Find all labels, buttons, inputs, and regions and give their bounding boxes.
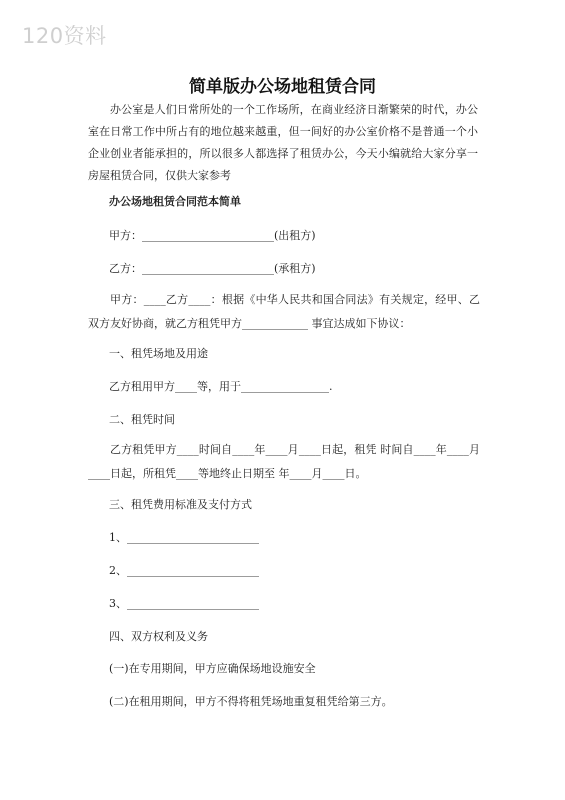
section-2-text: 乙方租凭甲方____时间自____年____月____日起，租凭 时间自____年____月____日起，所租凭____等地终止日期至 年____月____日。 [88, 443, 480, 480]
watermark-logo: 120资料 [22, 24, 107, 48]
section-4-heading: 四、双方权利及义务 [109, 630, 208, 643]
section-3-heading: 三、租凭费用标准及支付方式 [109, 498, 252, 511]
intro-paragraph: 办公室是人们日常所处的一个工作场所，在商业经济日渐繁荣的时代，办公室在日常工作中所占有的地位越来越重，但一间好的办公室价格不是普通一个小企业创业者能承担的，所以很多人都选择了租赁办公，今天小编就给大家分享一房屋租赁合同，仅供大家参考 [88, 103, 478, 182]
party-a-line: 甲方：________________________(出租方) [109, 229, 316, 242]
section-4-item-1: (一)在专用期间，甲方应确保场地设施安全 [109, 662, 316, 675]
section-1-heading: 一、租凭场地及用途 [109, 347, 208, 360]
document-title: 简单版办公场地租赁合同 [189, 77, 376, 97]
party-b-line: 乙方：________________________(承租方) [109, 262, 316, 275]
section-title: 办公场地租赁合同范本简单 [109, 195, 241, 208]
section-3-item-2: 2、________________________ [109, 564, 259, 577]
agreement-paragraph: 甲方：____乙方____：根据《中华人民共和国合同法》有关规定，经甲、乙双方友好协商，就乙方租凭甲方____________ 事宜达成如下协议： [88, 293, 480, 330]
section-3-item-1: 1、________________________ [109, 531, 259, 544]
section-3-item-3: 3、________________________ [109, 597, 259, 610]
section-4-item-2: (二)在租用期间，甲方不得将租凭场地重复租凭给第三方。 [109, 695, 393, 708]
section-2-heading: 二、租凭时间 [109, 413, 175, 426]
section-1-text: 乙方租用甲方____等，用于________________. [109, 380, 333, 393]
